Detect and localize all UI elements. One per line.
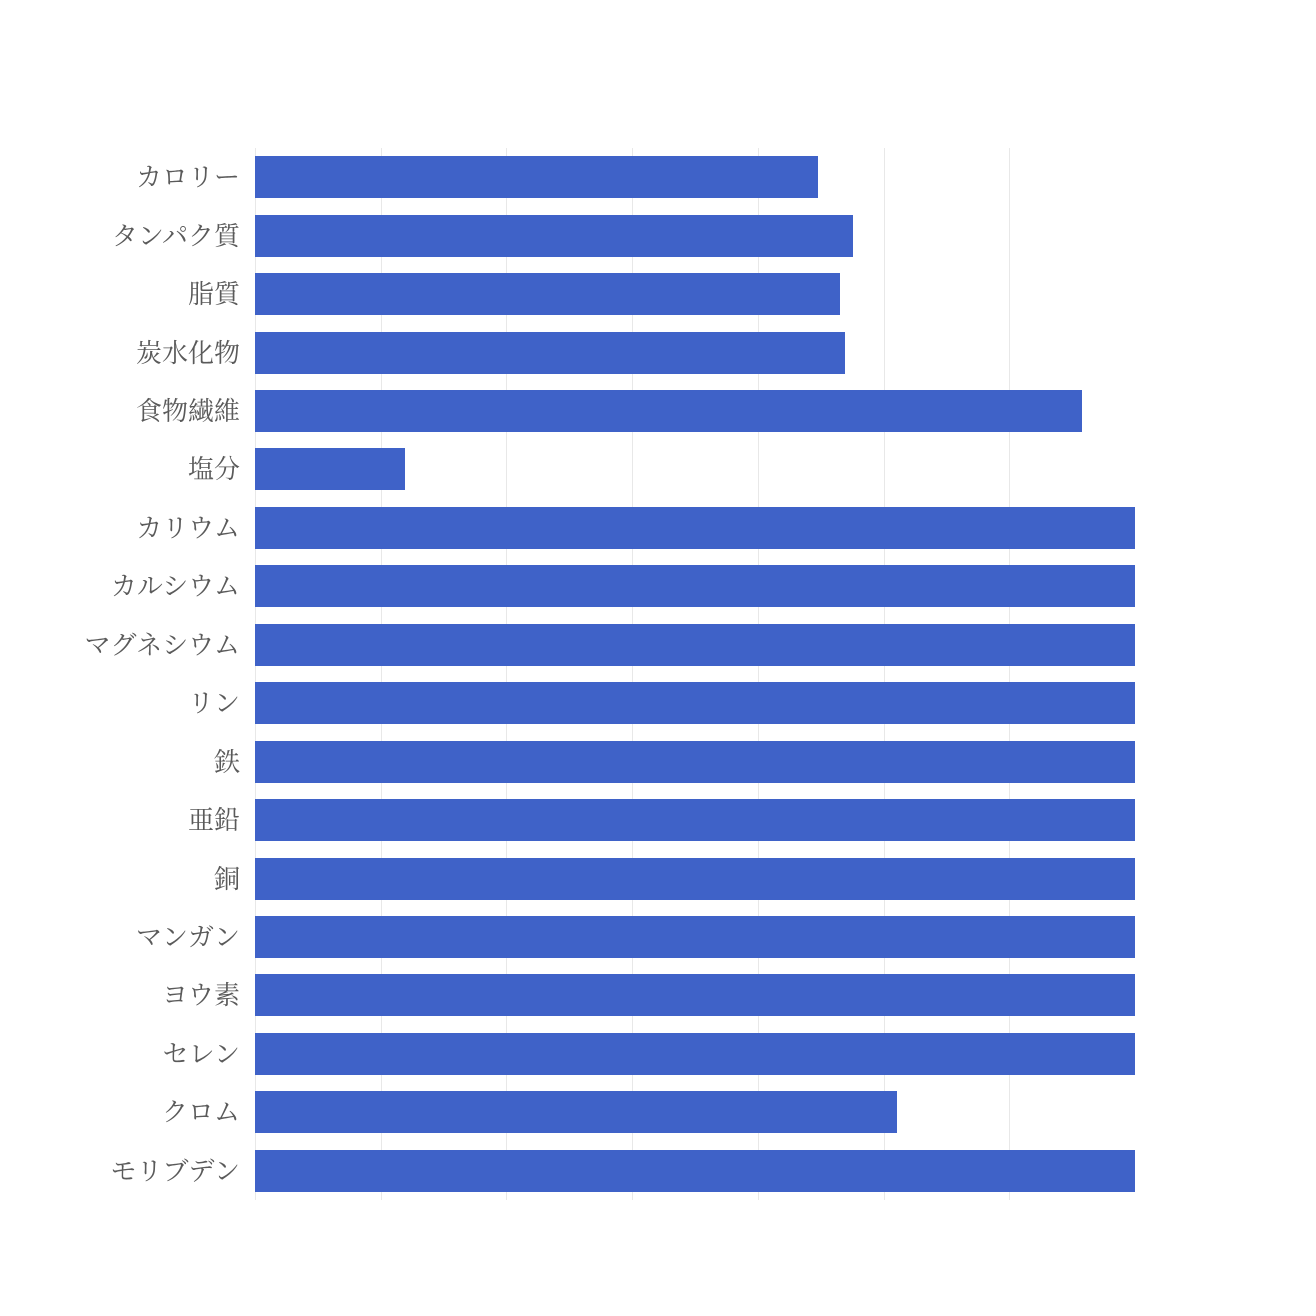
bar-row: [255, 273, 1135, 315]
category-label: カルシウム: [110, 571, 240, 602]
bar-row: [255, 215, 1135, 257]
bar[interactable]: [255, 507, 1135, 549]
bar[interactable]: [255, 565, 1135, 607]
category-label: セレン: [162, 1038, 240, 1069]
bar-row: [255, 156, 1135, 198]
bar-row: [255, 974, 1135, 1016]
bar-row: [255, 741, 1135, 783]
bar-row: [255, 682, 1135, 724]
bar-row: [255, 565, 1135, 607]
category-label: 食物繊維: [135, 396, 240, 426]
bar[interactable]: [255, 390, 1082, 432]
category-label: 脂質: [187, 279, 240, 310]
bar-row: [255, 448, 1135, 490]
bar[interactable]: [255, 1091, 897, 1133]
bar-row: [255, 390, 1135, 432]
bar-row: [255, 916, 1135, 958]
category-label: クロム: [161, 1097, 240, 1128]
bar[interactable]: [255, 215, 853, 257]
bar-row: [255, 799, 1135, 841]
bar-row: [255, 1091, 1135, 1133]
bar[interactable]: [255, 799, 1135, 841]
category-label: モリブデン: [110, 1155, 240, 1186]
bar-row: [255, 624, 1135, 666]
category-label: 塩分: [187, 454, 240, 485]
category-axis-labels: [0, 148, 240, 1200]
category-label: 亜鉛: [187, 805, 240, 836]
category-label: マンガン: [135, 922, 240, 952]
bar-row: [255, 507, 1135, 549]
category-label: カリウム: [136, 512, 240, 543]
bar-row: [255, 1150, 1135, 1192]
category-label: ヨウ素: [161, 980, 240, 1011]
category-label: マグネシウム: [84, 629, 240, 660]
category-label: カロリー: [135, 162, 240, 193]
category-label: リン: [187, 688, 240, 719]
bar[interactable]: [255, 448, 405, 490]
bar[interactable]: [255, 741, 1135, 783]
bar[interactable]: [255, 332, 845, 374]
bar-series: [255, 148, 1135, 1200]
bar[interactable]: [255, 624, 1135, 666]
bar-row: [255, 332, 1135, 374]
bar[interactable]: [255, 682, 1135, 724]
bar[interactable]: [255, 1033, 1135, 1075]
bar-row: [255, 858, 1135, 900]
bar[interactable]: [255, 916, 1135, 958]
category-label: タンパク質: [111, 220, 240, 251]
plot-area: [255, 148, 1135, 1200]
bar[interactable]: [255, 1150, 1135, 1192]
category-label: 炭水化物: [135, 337, 240, 368]
bar[interactable]: [255, 858, 1135, 900]
category-label: 鉄: [213, 746, 240, 777]
category-label: 銅: [213, 863, 240, 894]
bar-row: [255, 1033, 1135, 1075]
bar[interactable]: [255, 273, 840, 315]
bar[interactable]: [255, 156, 818, 198]
bar[interactable]: [255, 974, 1135, 1016]
